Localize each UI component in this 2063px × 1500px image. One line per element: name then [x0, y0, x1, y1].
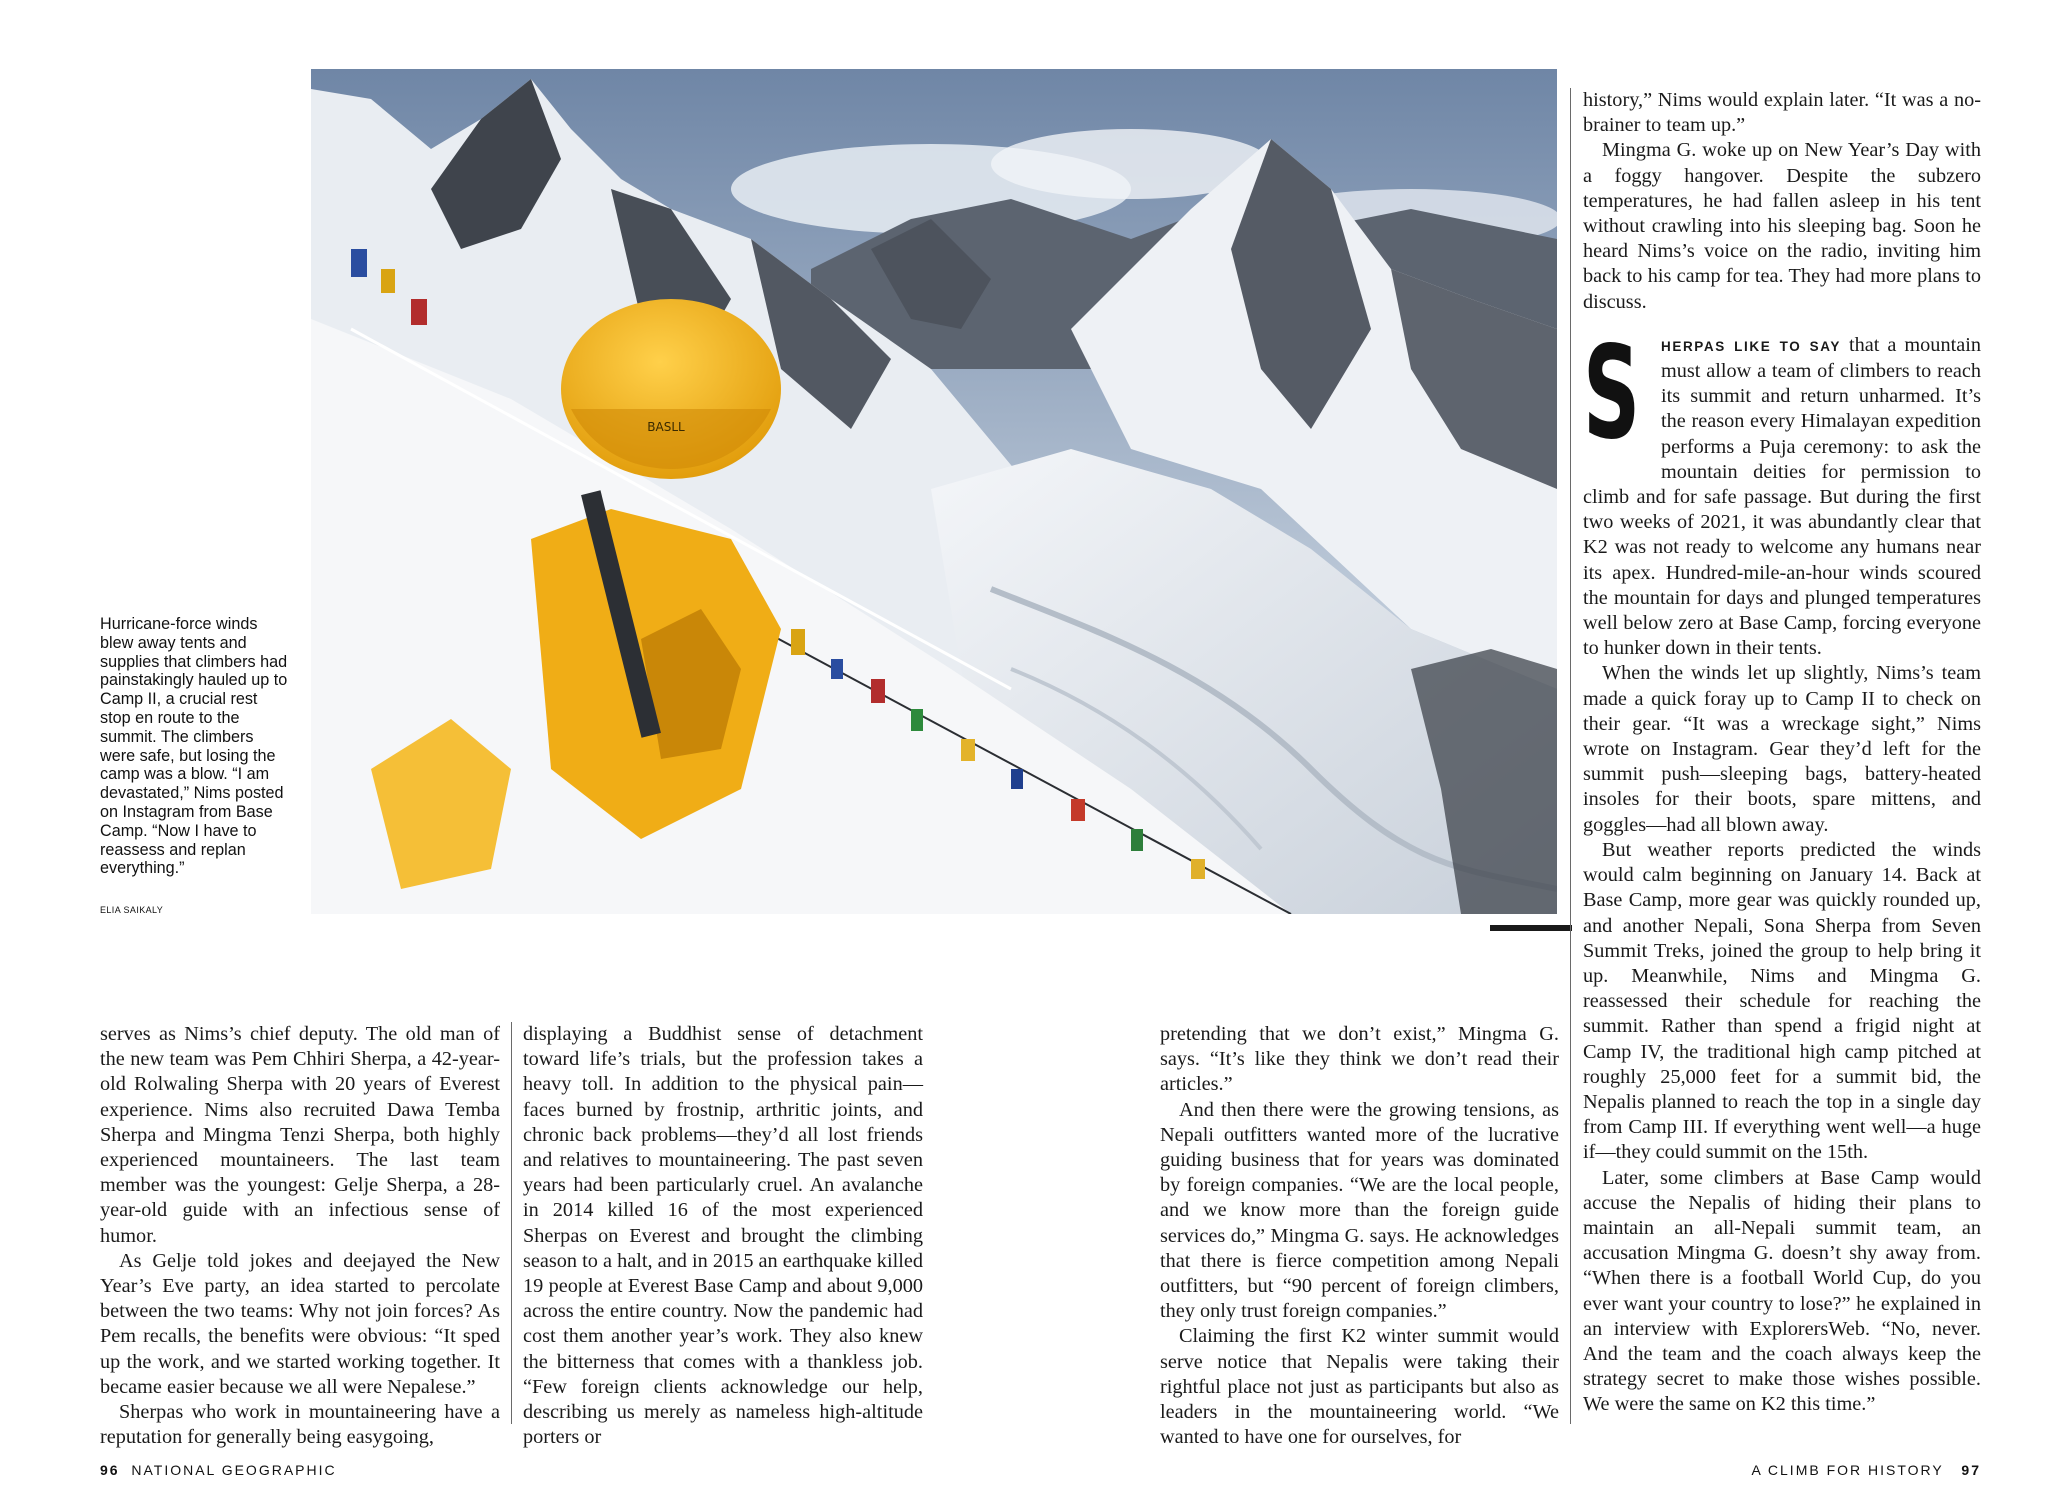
- paragraph-text: that a mountain must allow a team of climbers to reach its summit and return unharmed. It’s the reason every Himalayan expedition performs a Puja ceremony: to ask the mountain deities for permission to climb and for safe passage. But during the first two weeks of 2021, it was abundantly clear that K2 was not ready to welcome any humans near its apex. Hundred-mile-an-hour winds scoured the mountain for days and plunged temperatures well below zero at Base Camp, forcing everyone to hunker down in their tents.: [1583, 333, 1981, 660]
- tent-logo-text: BASLL: [647, 420, 685, 434]
- magazine-title: NATIONAL GEOGRAPHIC: [131, 1462, 337, 1478]
- photo-illustration: [311, 69, 1557, 914]
- photo-caption: Hurricane-force winds blew away tents and supplies that climbers had painstakingly hauled up to Camp II, a crucial rest stop en route to the summit. The climbers were safe, but losing the camp was a blow. “I am devastated,” Nims posted on Instagram from Base Camp. “Now I have to reassess and replan everything.”: [100, 615, 288, 878]
- paragraph: Mingma G. woke up on New Year’s Day with a foggy hangover. Despite the subzero temperatures, he had fallen asleep in his tent without crawling into his sleeping bag. Soon he heard Nims’s voice on the radio, inviting him back to his camp for tea. They had more plans to discuss.: [1583, 139, 1981, 313]
- folio-right: [1751, 1462, 1981, 1478]
- paragraph: When the winds let up slightly, Nims’s team made a quick foray up to Camp II to check on their gear. “It was a wreckage sight,” Nims wrote on Instagram. Gear they’d left for the summit push—sleeping bags, battery-heated insoles for their boots, spare mittens, and goggles—had all blown away.: [1583, 662, 1981, 836]
- paragraph: Sherpas who work in mountaineering have a reputation for generally being easygoing,: [100, 1401, 500, 1449]
- page-number-right: 97: [1961, 1462, 1981, 1478]
- paragraph: history,” Nims would explain later. “It was a no-brainer to team up.”: [1583, 89, 1981, 137]
- paragraph: And then there were the growing tensions, as Nepali outfitters wanted more of the lucrative guiding business that for years was dominated by foreign companies. “We are the local people, and we know more than the foreign guide services do,” Mingma G. says. He acknowledges that there is fierce competition among Nepali outfitters, but “90 percent of foreign climbers, they only trust foreign companies.”: [1160, 1098, 1559, 1323]
- lead-in: HERPAS LIKE TO SAY: [1661, 338, 1841, 354]
- paragraph: Later, some climbers at Base Camp would accuse the Nepalis of hiding their plans to maintain an all-Nepali summit team, an accusation Mingma G. doesn’t shy away from. “When there is a football World Cup, do you ever want your country to lose?” he explained in an interview with ExplorersWeb. “No, never. And the team and the coach always keep the strategy secret to make those wishes possible. We were the same on K2 this time.”: [1583, 1166, 1981, 1416]
- photo-credit: ELIA SAIKALY: [100, 905, 164, 915]
- column-divider: [1570, 88, 1571, 1424]
- article-column-4: [1583, 88, 1981, 1418]
- caption-rule: [1490, 925, 1572, 931]
- section-opening-paragraph: [1583, 318, 1981, 662]
- drop-cap: S: [1583, 318, 1641, 468]
- paragraph: displaying a Buddhist sense of detachment toward life’s trials, but the profession takes a heavy toll. In addition to the physical pain—faces burned by frostnip, arthritic joints, and chronic back problems—they’d all lost friends and relatives to mountaineering. The past seven years had been particularly cruel. An avalanche in 2014 killed 16 of the most experienced Sherpas on Everest and brought the climbing season to a halt, and in 2015 an earthquake killed 19 people at Everest Base Camp and about 9,000 across the entire country. Now the pandemic had cost them another year’s work. They also knew the bitterness that comes with a thankless job. “Few foreign clients acknowledge our help, describing us merely as nameless high-altitude porters or: [523, 1023, 923, 1449]
- page-number-left: 96: [100, 1462, 120, 1478]
- paragraph: pretending that we don’t exist,” Mingma G. says. “It’s like they think we don’t read their articles.”: [1160, 1023, 1559, 1096]
- article-column-2: [523, 1022, 923, 1450]
- paragraph: Claiming the first K2 winter summit would serve notice that Nepalis were taking their rightful place not just as participants but also as leaders in the mountaineering world. “We wanted to have one for ourselves, for: [1160, 1325, 1559, 1449]
- paragraph: But weather reports predicted the winds would calm beginning on January 14. Back at Base Camp, more gear was quickly rounded up, and another Nepali, Sona Sherpa from Seven Summit Treks, joined the group to help bring it up. Meanwhile, Nims and Mingma G. reassessed their schedule for reaching the summit. Rather than spend a frigid night at Camp IV, the traditional high camp pitched at roughly 25,000 feet for a summit bid, the Nepalis planned to reach the top in a single day from Camp III. If everything went well—a huge if—they could summit on the 15th.: [1583, 838, 1981, 1164]
- article-column-1: [100, 1022, 500, 1450]
- article-title: A CLIMB FOR HISTORY: [1751, 1462, 1944, 1478]
- mountain-camp-photo: [311, 69, 1557, 914]
- paragraph: As Gelje told jokes and deejayed the New Year’s Eve party, an idea started to percolate between the two teams: Why not join forces? As Pem recalls, the benefits were obvious: “It sped up the work, and we started working together. It became easier because we all were Nepalese.”: [100, 1249, 500, 1398]
- paragraph: serves as Nims’s chief deputy. The old man of the new team was Pem Chhiri Sherpa, a 42-year-old Rolwaling Sherpa with 20 years of Everest experience. Nims also recruited Dawa Temba Sherpa and Mingma Tenzi Sherpa, both highly experienced mountaineers. The last team member was the youngest: Gelje Sherpa, a 28-year-old guide with an infectious sense of humor.: [100, 1023, 500, 1247]
- column-divider: [511, 1022, 512, 1424]
- folio-left: [100, 1462, 337, 1478]
- article-column-3: [1160, 1022, 1559, 1450]
